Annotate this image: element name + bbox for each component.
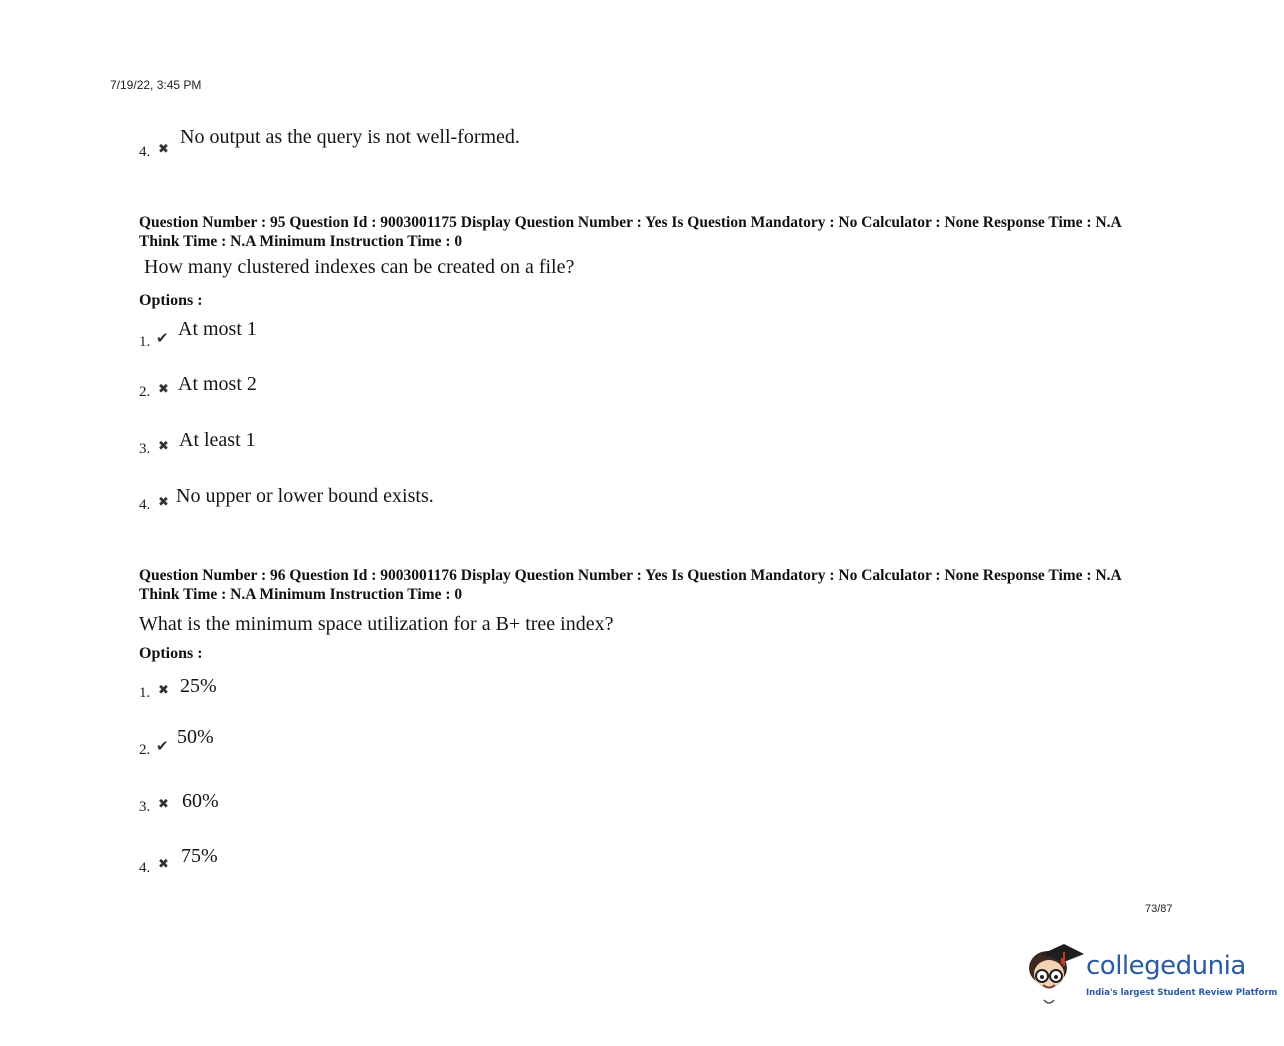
question-text-96: What is the minimum space utilization for a B+ tree index? bbox=[139, 613, 614, 635]
option-number: 1. bbox=[139, 685, 151, 701]
cross-mark-icon: ✖ bbox=[158, 439, 169, 454]
check-mark-icon: ✔ bbox=[156, 737, 169, 755]
cross-mark-icon: ✖ bbox=[158, 495, 169, 510]
cross-mark-icon: ✖ bbox=[158, 382, 169, 397]
cross-mark-icon: ✖ bbox=[158, 797, 169, 812]
student-mascot-icon bbox=[1024, 940, 1086, 1010]
option-text: 75% bbox=[181, 845, 218, 867]
option-number: 3. bbox=[139, 441, 151, 457]
option-text: 60% bbox=[182, 790, 219, 812]
options-label: Options : bbox=[139, 645, 203, 662]
collegedunia-logo-text: collegedunia bbox=[1086, 951, 1246, 981]
option-text: At most 2 bbox=[178, 373, 257, 395]
option-text: No upper or lower bound exists. bbox=[176, 485, 434, 507]
print-timestamp: 7/19/22, 3:45 PM bbox=[110, 78, 202, 92]
question-meta-96: Question Number : 96 Question Id : 9003001176 Display Question Number : Yes Is Question Mandatory : No Calculator : None Response Time : N.A Think Time : N.A Minimum Instruction Time : 0 bbox=[139, 567, 1121, 603]
question-meta-95: Question Number : 95 Question Id : 9003001175 Display Question Number : Yes Is Question Mandatory : No Calculator : None Response Time : N.A Think Time : N.A Minimum Instruction Time : 0 bbox=[139, 214, 1121, 250]
option-text: 50% bbox=[177, 726, 214, 748]
cross-mark-icon: ✖ bbox=[158, 857, 169, 872]
option-number: 4. bbox=[139, 860, 151, 876]
logo-tagline: India's largest Student Review Platform bbox=[1086, 988, 1278, 998]
check-mark-icon: ✔ bbox=[156, 329, 169, 347]
option-text: At most 1 bbox=[178, 318, 257, 340]
option-number: 3. bbox=[139, 799, 151, 815]
option-number: 4. bbox=[139, 144, 151, 160]
option-text: No output as the query is not well-formed. bbox=[180, 126, 520, 148]
options-label: Options : bbox=[139, 292, 203, 309]
question-text-95: How many clustered indexes can be created on a file? bbox=[144, 256, 575, 278]
option-number: 4. bbox=[139, 497, 151, 513]
cross-mark-icon: ✖ bbox=[158, 142, 169, 157]
option-text: 25% bbox=[180, 675, 217, 697]
page-number: 73/87 bbox=[1145, 903, 1173, 915]
cross-mark-icon: ✖ bbox=[158, 683, 169, 698]
option-number: 2. bbox=[139, 742, 151, 758]
option-number: 2. bbox=[139, 384, 151, 400]
option-number: 1. bbox=[139, 334, 151, 350]
option-text: At least 1 bbox=[179, 429, 256, 451]
